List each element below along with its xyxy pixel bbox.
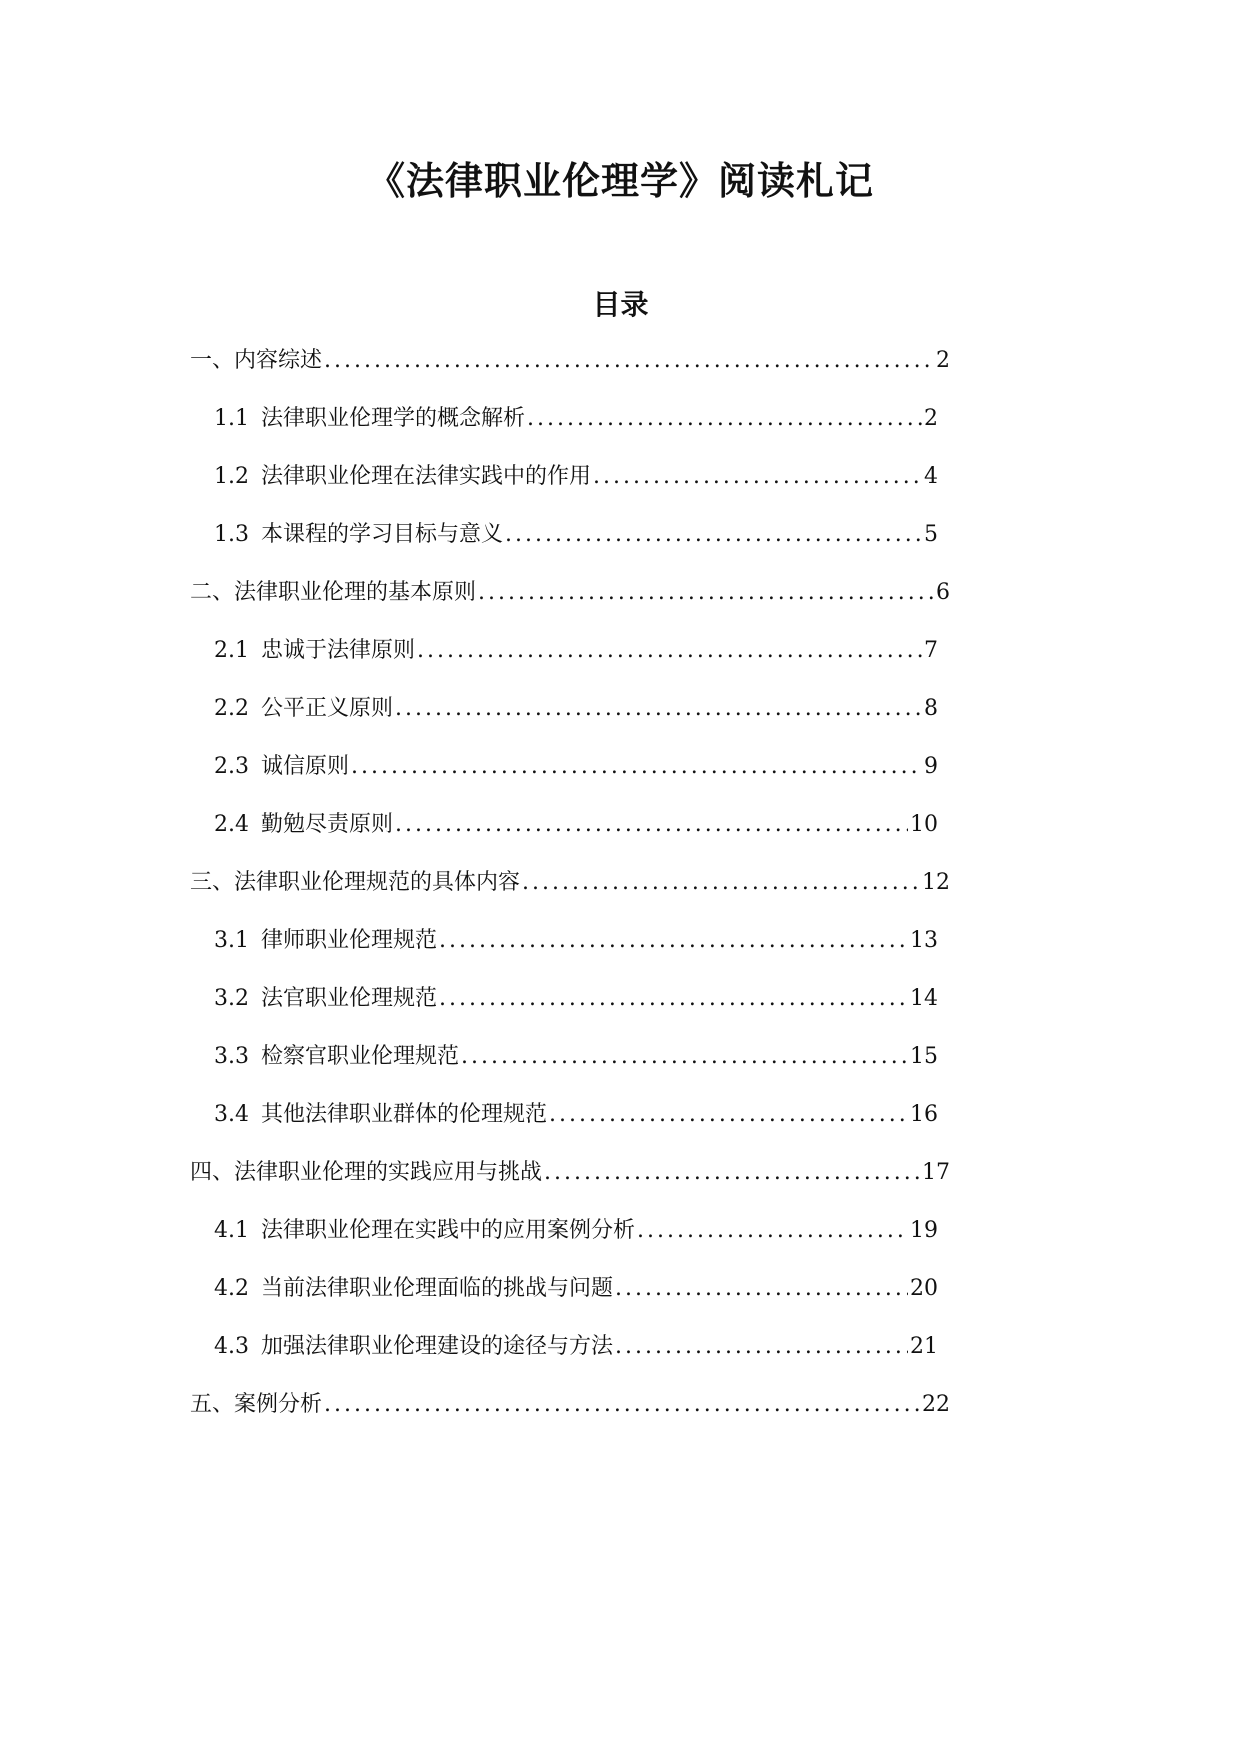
toc-entry[interactable]	[214, 926, 938, 956]
toc-entry-text: 诚信原则	[261, 754, 350, 779]
toc-entry-page-number: 9	[924, 754, 938, 779]
toc-entry[interactable]	[214, 1332, 938, 1362]
toc-entry[interactable]	[214, 752, 938, 782]
toc-dot-leader	[324, 1390, 920, 1420]
toc-entry-page-number: 20	[910, 1276, 938, 1301]
toc-entry[interactable]	[214, 1216, 938, 1246]
toc-entry-page-number: 19	[910, 1218, 938, 1243]
toc-entry-number: 3.4	[214, 1102, 249, 1127]
toc-entry[interactable]	[190, 868, 950, 898]
toc-entry[interactable]	[190, 578, 950, 608]
toc-entry[interactable]	[214, 810, 938, 840]
toc-dot-leader	[417, 636, 922, 666]
toc-entry[interactable]	[214, 520, 938, 550]
document-title: 《法律职业伦理学》阅读札记	[366, 158, 874, 203]
toc-entry-number: 2.4	[214, 812, 249, 837]
toc-entry-text: 律师职业伦理规范	[261, 928, 438, 953]
toc-entry-text: 当前法律职业伦理面临的挑战与问题	[261, 1276, 614, 1301]
toc-entry-page-number: 2	[936, 348, 950, 373]
toc-entry[interactable]	[214, 1042, 938, 1072]
toc-entry-page-number: 15	[910, 1044, 938, 1069]
toc-entry-page-number: 13	[910, 928, 938, 953]
toc-entry[interactable]	[214, 694, 938, 724]
toc-entry-number: 2.3	[214, 754, 249, 779]
toc-entry-number: 4.3	[214, 1334, 249, 1359]
toc-dot-leader	[505, 520, 922, 550]
toc-entry-page-number: 6	[936, 580, 950, 605]
toc-entry-text: 法律职业伦理在法律实践中的作用	[261, 464, 592, 489]
toc-entry-text: 法律职业伦理在实践中的应用案例分析	[261, 1218, 636, 1243]
toc-dot-leader	[593, 462, 922, 492]
toc-entry-page-number: 21	[910, 1334, 938, 1359]
toc-entry-number: 2.1	[214, 638, 249, 663]
toc-entry-text: 忠诚于法律原则	[261, 638, 416, 663]
toc-entry[interactable]	[214, 1274, 938, 1304]
toc-entry-number: 1.2	[214, 464, 249, 489]
toc-entry[interactable]	[214, 1100, 938, 1130]
toc-entry-page-number: 8	[924, 696, 938, 721]
toc-dot-leader	[549, 1100, 908, 1130]
toc-dot-leader	[395, 810, 908, 840]
toc-dot-leader	[615, 1274, 908, 1304]
toc-entry-text: 本课程的学习目标与意义	[261, 522, 504, 547]
toc-dot-leader	[527, 404, 922, 434]
toc-entry-text: 加强法律职业伦理建设的途径与方法	[261, 1334, 614, 1359]
toc-entry[interactable]	[190, 1158, 950, 1188]
toc-entry-text: 法律职业伦理学的概念解析	[261, 406, 526, 431]
toc-entry-number: 1.3	[214, 522, 249, 547]
toc-dot-leader	[439, 984, 908, 1014]
toc-entry[interactable]	[214, 636, 938, 666]
toc-entry[interactable]	[214, 984, 938, 1014]
toc-dot-leader	[439, 926, 908, 956]
toc-entry-page-number: 16	[910, 1102, 938, 1127]
toc-entry[interactable]	[190, 346, 950, 376]
toc-dot-leader	[637, 1216, 908, 1246]
toc-entry-page-number: 7	[924, 638, 938, 663]
toc-entry-text: 检察官职业伦理规范	[261, 1044, 460, 1069]
toc-entry-text: 其他法律职业群体的伦理规范	[261, 1102, 548, 1127]
toc-dot-leader	[544, 1158, 920, 1188]
toc-dot-leader	[324, 346, 934, 376]
toc-dot-leader	[522, 868, 920, 898]
toc-entry-number: 1.1	[214, 406, 249, 431]
toc-entry-text: 二、法律职业伦理的基本原则	[190, 580, 477, 605]
toc-entry-text: 四、法律职业伦理的实践应用与挑战	[190, 1160, 543, 1185]
toc-entry-page-number: 14	[910, 986, 938, 1011]
toc-dot-leader	[478, 578, 934, 608]
toc-entry-number: 3.3	[214, 1044, 249, 1069]
toc-entry-page-number: 5	[924, 522, 938, 547]
toc-entry-text: 三、法律职业伦理规范的具体内容	[190, 870, 521, 895]
toc-dot-leader	[395, 694, 922, 724]
toc-entry-text: 一、内容综述	[190, 348, 323, 373]
toc-dot-leader	[615, 1332, 908, 1362]
toc-entry-number: 3.2	[214, 986, 249, 1011]
toc-entry-number: 4.1	[214, 1218, 249, 1243]
toc-entry-text: 五、案例分析	[190, 1392, 323, 1417]
toc-entry-text: 公平正义原则	[261, 696, 394, 721]
toc-entry-page-number: 4	[924, 464, 938, 489]
toc-entry-number: 3.1	[214, 928, 249, 953]
toc-entry-number: 4.2	[214, 1276, 249, 1301]
toc-entry-page-number: 17	[922, 1160, 950, 1185]
toc-entry-text: 法官职业伦理规范	[261, 986, 438, 1011]
toc-entry-page-number: 2	[924, 406, 938, 431]
toc-entry[interactable]	[190, 1390, 950, 1420]
toc-entry-page-number: 10	[910, 812, 938, 837]
toc-entry-text: 勤勉尽责原则	[261, 812, 394, 837]
toc-entry[interactable]	[214, 404, 938, 434]
toc-entry[interactable]	[214, 462, 938, 492]
toc-dot-leader	[351, 752, 922, 782]
toc-heading: 目录	[592, 288, 649, 321]
toc-entry-number: 2.2	[214, 696, 249, 721]
toc-entry-page-number: 22	[922, 1392, 950, 1417]
toc-dot-leader	[461, 1042, 908, 1072]
toc-entry-page-number: 12	[922, 870, 950, 895]
